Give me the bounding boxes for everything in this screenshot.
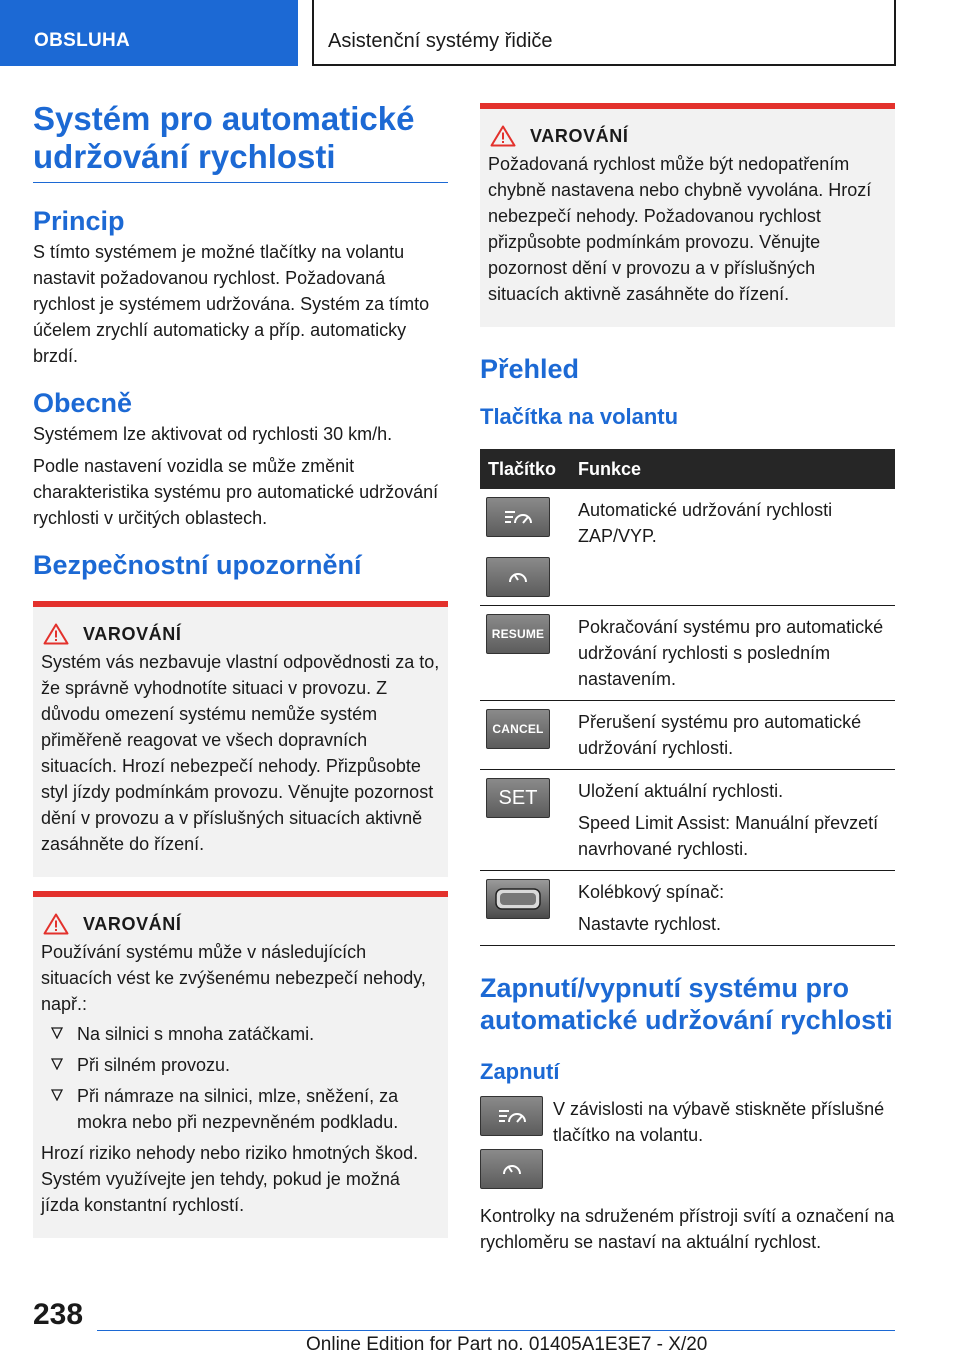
- list-item: Na silnici s mnoha zatáčkami.: [51, 1021, 440, 1047]
- on-instruction: [480, 1096, 895, 1189]
- section-tab: OBSLUHA: [0, 0, 298, 66]
- principle-heading: Princip: [33, 206, 125, 236]
- principle-text: S tímto systémem je možné tlačítky na volantu nastavit požadovanou rychlost. Požadovaná rychlost je systémem udržována. Systém za tímto účelem zrychlí automaticky a příp. automaticky brzdí.: [33, 242, 430, 366]
- table-row: [480, 606, 895, 701]
- function-text: Pokračování systému pro automatické udržování rychlosti s posledním nastavením.: [578, 617, 884, 689]
- warning-icon: [490, 125, 516, 147]
- right-column: [480, 103, 895, 1255]
- on-heading: Zapnutí: [480, 1059, 560, 1084]
- set-button-image: SET: [486, 778, 550, 818]
- function-text: Automatické udržování rychlosti ZAP/VYP.: [578, 500, 833, 546]
- function-text: Kolébkový spínač:: [578, 882, 725, 902]
- cruise-control-button-image: [480, 1096, 543, 1136]
- cruise-control-button-image: [486, 497, 550, 537]
- warning-icon: [43, 913, 69, 935]
- cancel-button-image: CANCEL: [486, 709, 550, 749]
- general-text-2: Podle nastavení vozidla se může změnit charakteristika systému pro automatické udržování rychlosti v určitých oblastech.: [33, 456, 439, 528]
- cruise-control-icon: [495, 1105, 529, 1127]
- resume-button-image: RESUME: [486, 614, 550, 654]
- list-item: Při námraze na silnici, mlze, sněžení, za mokra nebo při nezpevněném podkladu.: [51, 1083, 440, 1135]
- warning-text: Systém vás nezbavuje vlastní odpovědnosti za to, že správně vyhodnotíte situaci v provozu. Z důvodu omezení systému nemůže systém přiměřeně reagovat ve všech dopravních situacích. Hrozí nebezpečí nehody. Přizpůsobte styl jízdy podmínkám provozu. Věnujte pozornost dění v provozu a v příslušných situacích aktivně zasáhněte do řízení.: [41, 652, 440, 854]
- warning-title: [488, 125, 887, 147]
- button-table: [480, 449, 895, 946]
- on-text: V závislosti na výbavě stiskněte příslušné tlačítko na volantu.: [553, 1099, 885, 1145]
- page-number: 238: [33, 1298, 84, 1331]
- warning-label: VAROVÁNÍ: [530, 125, 629, 146]
- warning-intro: Používání systému může v následujících situacích vést ke zvýšenému nebezpečí nehody, např.:: [41, 942, 426, 1014]
- speedometer-icon: [506, 566, 530, 588]
- general-heading: Obecně: [33, 388, 133, 418]
- warning-box-3: [480, 103, 895, 327]
- overview-heading: Přehled: [480, 354, 580, 384]
- function-text-2: Speed Limit Assist: Manuální převzetí navrhované rychlosti.: [578, 813, 879, 859]
- speedometer-icon: [500, 1158, 524, 1180]
- bullet-triangle-icon: [51, 1058, 63, 1070]
- function-text: Uložení aktuální rychlosti.: [578, 781, 784, 801]
- warning-label: VAROVÁNÍ: [83, 623, 182, 644]
- warning-label: VAROVÁNÍ: [83, 913, 182, 934]
- table-row: [480, 701, 895, 770]
- warning-icon: [43, 623, 69, 645]
- footer-divider: [97, 1330, 895, 1331]
- table-row: [480, 871, 895, 946]
- warning-box-1: [33, 601, 448, 877]
- warning-list: [41, 1021, 440, 1135]
- function-text-2: Nastavte rychlost.: [578, 914, 722, 934]
- chapter-title: Asistenční systémy řidiče: [312, 0, 896, 66]
- bullet-triangle-icon: [51, 1089, 63, 1101]
- table-row: [480, 489, 895, 606]
- warning-title: [41, 623, 440, 645]
- speedometer-button-image: [480, 1149, 543, 1189]
- warning-outro: Hrozí riziko nehody nebo riziko hmotných škod. Systém využívejte jen tehdy, pokud je možná jízda konstantní rychlostí.: [41, 1143, 419, 1215]
- column-header-function: Funkce: [578, 449, 895, 489]
- footer-edition: Online Edition for Part no. 01405A1E3E7 - X/20: [306, 1334, 708, 1355]
- warning-title: [41, 913, 440, 935]
- onoff-heading: Zapnutí/vypnutí systému pro automatické udržování rychlosti: [480, 973, 893, 1035]
- rocker-switch-image: [486, 879, 550, 919]
- left-column: [33, 100, 448, 1238]
- speedometer-button-image: [486, 557, 550, 597]
- rocker-switch-icon: [493, 885, 543, 913]
- on-text-2: Kontrolky na sdruženém přístroji svítí a označení na rychloměru se nastaví na aktuální rychlost.: [480, 1206, 895, 1252]
- function-text: Přerušení systému pro automatické udržování rychlosti.: [578, 712, 862, 758]
- cruise-control-icon: [501, 506, 535, 528]
- buttons-heading: Tlačítka na volantu: [480, 404, 679, 429]
- warning-box-2: [33, 891, 448, 1238]
- warning-text: Požadovaná rychlost může být nedopatřením chybně nastavena nebo chybně vyvolána. Hrozí nebezpečí nehody. Požadovanou rychlost přizpůsobte podmínkám provozu. Věnujte pozornost dění v provozu a v příslušných situacích aktivně zasáhněte do řízení.: [488, 154, 872, 304]
- page-title: Systém pro automatické udržování rychlosti: [33, 100, 448, 183]
- column-header-key: Tlačítko: [480, 449, 578, 489]
- safety-heading: Bezpečnostní upozornění: [33, 550, 362, 580]
- bullet-triangle-icon: [51, 1027, 63, 1039]
- table-row: [480, 770, 895, 871]
- general-text-1: Systémem lze aktivovat od rychlosti 30 km/h.: [33, 424, 393, 444]
- list-item: Při silném provozu.: [51, 1052, 440, 1078]
